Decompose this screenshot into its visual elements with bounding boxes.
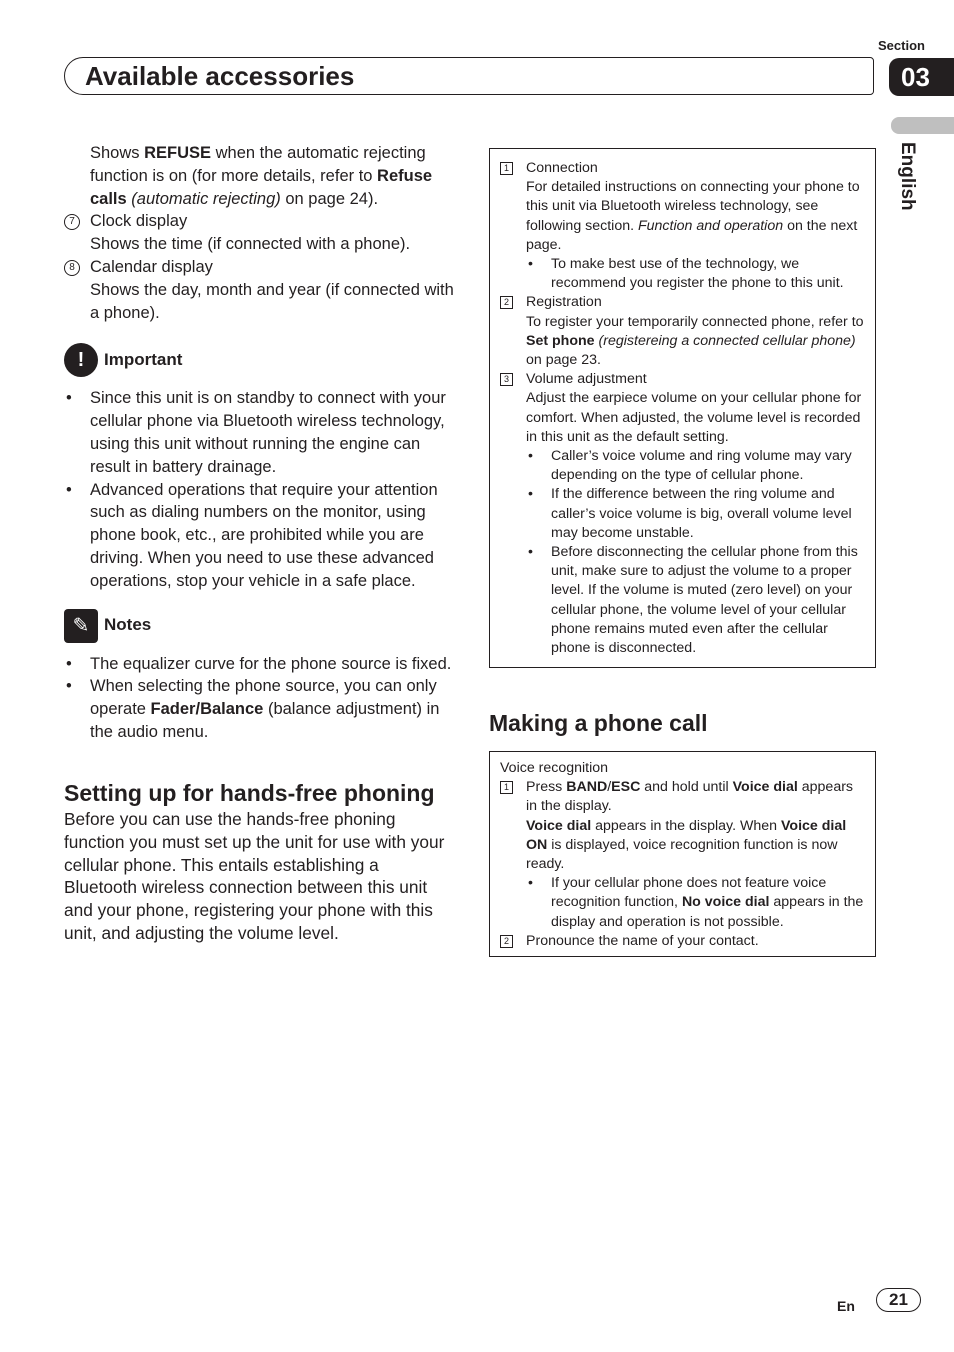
refuse-description: Shows REFUSE when the automatic rejecting function is on (for more details, refer to Refuse calls (automatic rejecting) on page 24). [90,144,433,208]
step-volume [500,370,865,447]
step-title: Connection [526,160,598,176]
page-number: 21 [876,1288,921,1312]
call-heading: Making a phone call [489,710,708,736]
step-marker: 3 [500,373,513,386]
step-connection [500,159,865,255]
important-header [64,343,456,377]
step-desc: Adjust the earpiece volume on your cellular phone for comfort. When adjusted, the volume level is recorded in this unit as the default setting. [526,390,862,445]
item-desc: Shows the day, month and year (if connected with a phone). [90,280,454,322]
step-bullet: • Before disconnecting the cellular phone from this unit, make sure to adjust the volume to a proper level. If the volume is muted (zero level) on your cellular phone, the volume level of your cellular phone remains muted even after the cellular phone is disconnected. [500,543,865,658]
important-bullet: • Since this unit is on standby to connect with your cellular phone via Bluetooth wireless technology, using this unit without running the engine can result in battery drainage. [64,387,456,478]
step-desc: To register your temporarily connected phone, refer to Set phone (registereing a connected cellular phone) on page 23. [526,313,864,369]
step-registration [500,293,865,370]
step-text: Press BAND/ESC and hold until Voice dial appears in the display. [526,779,854,815]
number-marker: 8 [64,260,80,276]
step-bullet: • Caller’s voice volume and ring volume may vary depending on the type of cellular phone. [500,447,865,485]
box-title: Voice recognition [500,760,609,776]
voice-step-1 [500,778,865,874]
step-marker: 1 [500,781,513,794]
step-text: Pronounce the name of your contact. [526,932,759,949]
setup-steps-box [489,148,876,668]
step-title: Volume adjustment [526,371,647,388]
number-marker: 7 [64,214,80,230]
step-marker: 1 [500,162,513,175]
important-bullet: • Advanced operations that require your attention such as dialing numbers on the monitor, using phone book, etc., are prohibited while you are driving. When you need to use these advanced operations, stop your vehicle in a safe place. [64,479,456,593]
step-bullet: • If your cellular phone does not feature voice recognition function, No voice dial appears in the display and operation is not possible. [500,874,865,932]
step-title: Registration [526,294,602,311]
item-title: Clock display [90,212,188,231]
step-marker: 2 [500,935,513,948]
item-title: Calendar display [90,257,213,276]
language-tab: English [897,142,918,211]
footer-language: En [837,1298,855,1314]
page-title: Available accessories [85,61,355,91]
notes-bullet: • The equalizer curve for the phone source is fixed. [64,653,456,676]
step-marker: 2 [500,296,513,309]
section-label: Section [878,38,925,53]
pencil-icon: ✎ [64,609,98,643]
language-tab-bar [891,117,954,134]
step-desc: Voice dial appears in the display. When Voice dial ON is displayed, voice recognition function is now ready. [526,817,847,873]
calendar-display-item [64,256,456,324]
left-column [64,142,456,945]
item-desc: Shows the time (if connected with a phone). [90,235,411,254]
notes-title: Notes [104,615,152,635]
setup-heading: Setting up for hands-free phoning [64,779,435,806]
notes-header [64,609,456,643]
notes-bullet: • When selecting the phone source, you can only operate Fader/Balance (balance adjustment) in the audio menu. [64,675,456,743]
clock-display-item [64,210,456,256]
exclamation-icon: ! [64,343,98,377]
step-bullet: • To make best use of the technology, we recommend you register the phone to this unit. [500,255,865,293]
voice-step-2 [500,932,865,951]
important-title: Important [104,349,183,369]
setup-body: Before you can use the hands-free phoning function you must set up the unit for use with your cellular phone. This entails establishing a Bluetooth wireless connection between this unit and your phone, registering your phone with this unit, and adjusting the volume level. [64,808,445,944]
voice-recognition-box [489,751,876,957]
step-bullet: • If the difference between the ring volume and caller’s voice volume is big, overall volume level may become unstable. [500,485,865,543]
section-number: 03 [889,58,954,96]
step-desc: For detailed instructions on connecting your phone to this unit via Bluetooth wireless technology, see following section. Function and operation on the next page. [526,179,860,253]
